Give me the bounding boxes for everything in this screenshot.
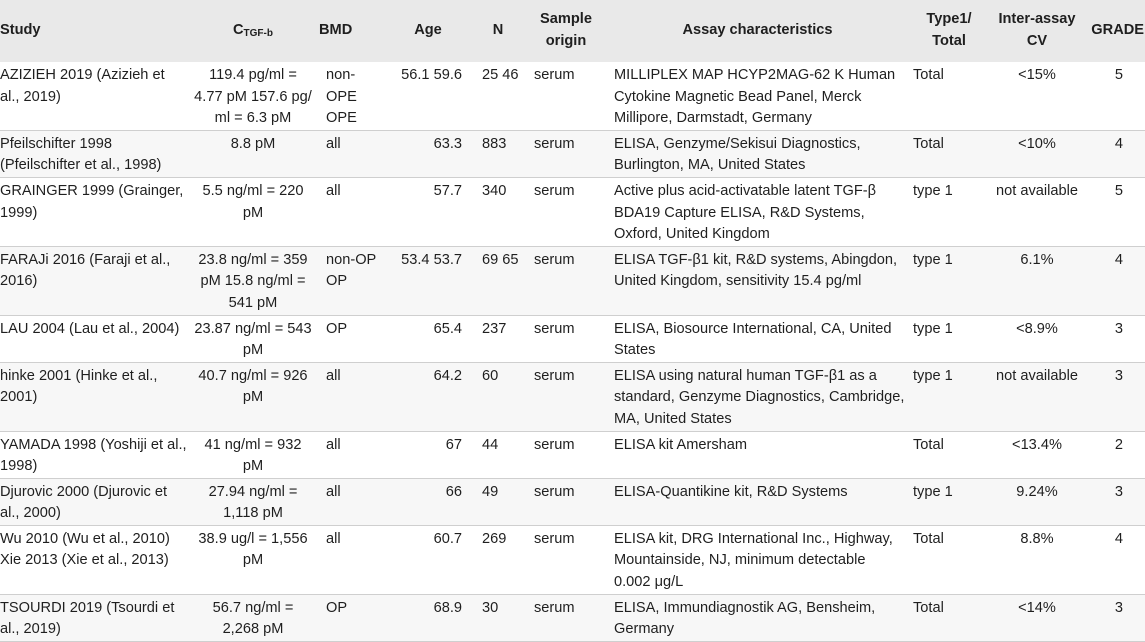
cell-bmd: OP (326, 320, 348, 337)
cell-age: 57.7 (433, 182, 462, 199)
cell-type: type 1 (913, 483, 953, 500)
cell-study: Pfeilschifter 1998 (Pfeilschifter et al., 1998) (0, 135, 162, 174)
cell-ctgf: 23.87 ng/ml = 543 pM (194, 320, 312, 359)
cell-study: FARAJi 2016 (Faraji et al., 2016) (0, 251, 171, 290)
cell-type: Total (913, 599, 944, 616)
table-row (0, 315, 1145, 362)
header-row (0, 0, 1145, 62)
cell-bmd: all (326, 483, 341, 500)
cell-age: 67 (445, 436, 462, 453)
cell-bmd: all (326, 367, 341, 384)
cell-bmd: non-OPE OPE (326, 67, 357, 127)
cell-grade: 3 (1114, 483, 1123, 500)
cell-grade: 2 (1114, 436, 1123, 453)
cell-cv: 8.8% (1020, 530, 1054, 547)
cell-grade: 4 (1114, 135, 1123, 152)
cell-bmd: all (326, 436, 341, 453)
table-row (0, 431, 1145, 478)
header-ctgf (190, 0, 316, 62)
cell-grade: 3 (1114, 599, 1123, 616)
cell-origin: serum (534, 483, 575, 500)
header-age: Age (414, 22, 442, 39)
cell-ctgf: 38.9 ug/l = 1,556 pM (198, 530, 308, 569)
header-ctgf-sub: TGF-b (243, 28, 273, 40)
cell-type: type 1 (913, 320, 953, 337)
cell-n: 25 46 (482, 67, 519, 83)
cell-age: 66 (445, 483, 462, 500)
cell-study: TSOURDI 2019 (Tsourdi et al., 2019) (0, 599, 175, 638)
cell-grade: 4 (1114, 530, 1123, 547)
cell-n: 69 65 (482, 251, 519, 268)
cell-n: 44 (482, 436, 499, 453)
cell-grade: 3 (1114, 367, 1123, 384)
cell-bmd: all (326, 182, 341, 199)
cell-type: type 1 (913, 251, 953, 268)
cell-assay: ELISA, Genzyme/Sekisui Diagnostics, Burlington, MA, United States (614, 135, 861, 174)
cell-type: type 1 (913, 182, 953, 199)
cell-origin: serum (534, 530, 575, 547)
cell-origin: serum (534, 436, 575, 453)
cell-grade: 3 (1114, 320, 1123, 337)
table-row (0, 594, 1145, 641)
cell-cv: <14% (1018, 599, 1056, 616)
cell-cv: not available (996, 182, 1078, 199)
cell-origin: serum (534, 135, 575, 152)
cell-origin: serum (534, 251, 575, 268)
cell-n: 60 (482, 367, 499, 384)
cell-type: Total (913, 67, 944, 83)
cell-bmd: all (326, 530, 341, 547)
header-bmd: BMD (319, 22, 353, 39)
cell-n: 237 (482, 320, 507, 337)
cell-cv: 9.24% (1016, 483, 1058, 500)
cell-age: 56.1 59.6 (401, 67, 462, 83)
header-ctgf-main: C (233, 22, 244, 39)
cell-study: LAU 2004 (Lau et al., 2004) (0, 320, 180, 337)
cell-ctgf: 119.4 pg/ml = 4.77 pM 157.6 pg/ ml = 6.3 pM (194, 67, 312, 127)
cell-assay: MILLIPLEX MAP HCYP2MAG-62 K Human Cytokine Magnetic Bead Panel, Merck Millipore, Darmstadt, Germany (614, 67, 896, 127)
table-row (0, 525, 1145, 594)
cell-n: 883 (482, 135, 507, 152)
table-row (0, 62, 1145, 130)
cell-cv: <8.9% (1016, 320, 1058, 337)
header-n: N (492, 22, 504, 39)
cell-study: YAMADA 1998 (Yoshiji et al., 1998) (0, 436, 187, 475)
cell-assay: ELISA, Biosource International, CA, United States (614, 320, 892, 359)
cell-type: type 1 (913, 367, 953, 384)
cell-type: Total (913, 530, 944, 547)
cell-study: AZIZIEH 2019 (Azizieh et al., 2019) (0, 67, 165, 105)
cell-origin: serum (534, 599, 575, 616)
cell-ctgf: 27.94 ng/ml = 1,118 pM (208, 483, 298, 522)
header-grade: GRADE (1091, 22, 1144, 39)
table-row (0, 246, 1145, 315)
cell-assay: Active plus acid-activatable latent TGF-β BDA19 Capture ELISA, R&D Systems, Oxford, United Kingdom (614, 182, 877, 243)
header-type: Type1/ Total (926, 11, 972, 49)
cell-grade: 5 (1114, 182, 1123, 199)
cell-assay: ELISA, Immundiagnostik AG, Bensheim, Germany (614, 599, 876, 638)
cell-cv: <13.4% (1012, 436, 1062, 453)
header-assay: Assay characteristics (682, 22, 833, 39)
header-study: Study (0, 22, 41, 39)
table-row (0, 130, 1145, 177)
cell-study: Djurovic 2000 (Djurovic et al., 2000) (0, 483, 168, 522)
cell-study: hinke 2001 (Hinke et al., 2001) (0, 367, 158, 406)
cell-age: 64.2 (433, 367, 462, 384)
table-row (0, 362, 1145, 431)
cell-age: 68.9 (433, 599, 462, 616)
cell-origin: serum (534, 67, 575, 83)
cell-bmd: non-OP OP (326, 251, 377, 290)
cell-study: Wu 2010 (Wu et al., 2010) Xie 2013 (Xie et al., 2013) (0, 530, 170, 569)
cell-cv: <10% (1018, 135, 1056, 152)
cell-n: 30 (482, 599, 499, 616)
cell-cv: 6.1% (1020, 251, 1054, 268)
table-row (0, 177, 1145, 246)
cell-age: 53.4 53.7 (401, 251, 462, 268)
cell-origin: serum (534, 182, 575, 199)
cell-cv: <15% (1018, 67, 1056, 83)
cell-ctgf: 5.5 ng/ml = 220 pM (202, 182, 304, 221)
cell-n: 269 (482, 530, 507, 547)
cell-origin: serum (534, 320, 575, 337)
cell-grade: 5 (1114, 67, 1123, 83)
cell-ctgf: 56.7 ng/ml = 2,268 pM (212, 599, 294, 638)
cell-type: Total (913, 135, 944, 152)
cell-assay: ELISA TGF-β1 kit, R&D systems, Abingdon, United Kingdom, sensitivity 15.4 pg/ml (614, 251, 898, 290)
cell-assay: ELISA kit Amersham (614, 436, 748, 453)
cell-type: Total (913, 436, 944, 453)
header-cv: Inter-assay CV (998, 11, 1076, 49)
cell-grade: 4 (1114, 251, 1123, 268)
cell-assay: ELISA using natural human TGF-β1 as a standard, Genzyme Diagnostics, Cambridge, MA, United States (614, 367, 905, 427)
cell-age: 63.3 (433, 135, 462, 152)
cell-bmd: all (326, 135, 341, 152)
header-sample-origin: Sample origin (540, 11, 592, 49)
cell-origin: serum (534, 367, 575, 384)
cell-assay: ELISA-Quantikine kit, R&D Systems (614, 483, 848, 500)
cell-study: GRAINGER 1999 (Grainger, 1999) (0, 182, 184, 221)
cell-ctgf: 8.8 pM (230, 135, 276, 152)
cell-age: 60.7 (433, 530, 462, 547)
cell-age: 65.4 (433, 320, 462, 337)
cell-assay: ELISA kit, DRG International Inc., Highway, Mountainside, NJ, minimum detectable 0.002 μg/L (614, 530, 893, 591)
cell-n: 49 (482, 483, 499, 500)
cell-ctgf: 23.8 ng/ml = 359 pM 15.8 ng/ml = 541 pM (198, 251, 308, 311)
cell-ctgf: 40.7 ng/ml = 926 pM (198, 367, 308, 406)
cell-n: 340 (482, 182, 507, 199)
cell-ctgf: 41 ng/ml = 932 pM (204, 436, 302, 475)
cell-cv: not available (996, 367, 1078, 384)
table-row (0, 478, 1145, 525)
cell-bmd: OP (326, 599, 348, 616)
